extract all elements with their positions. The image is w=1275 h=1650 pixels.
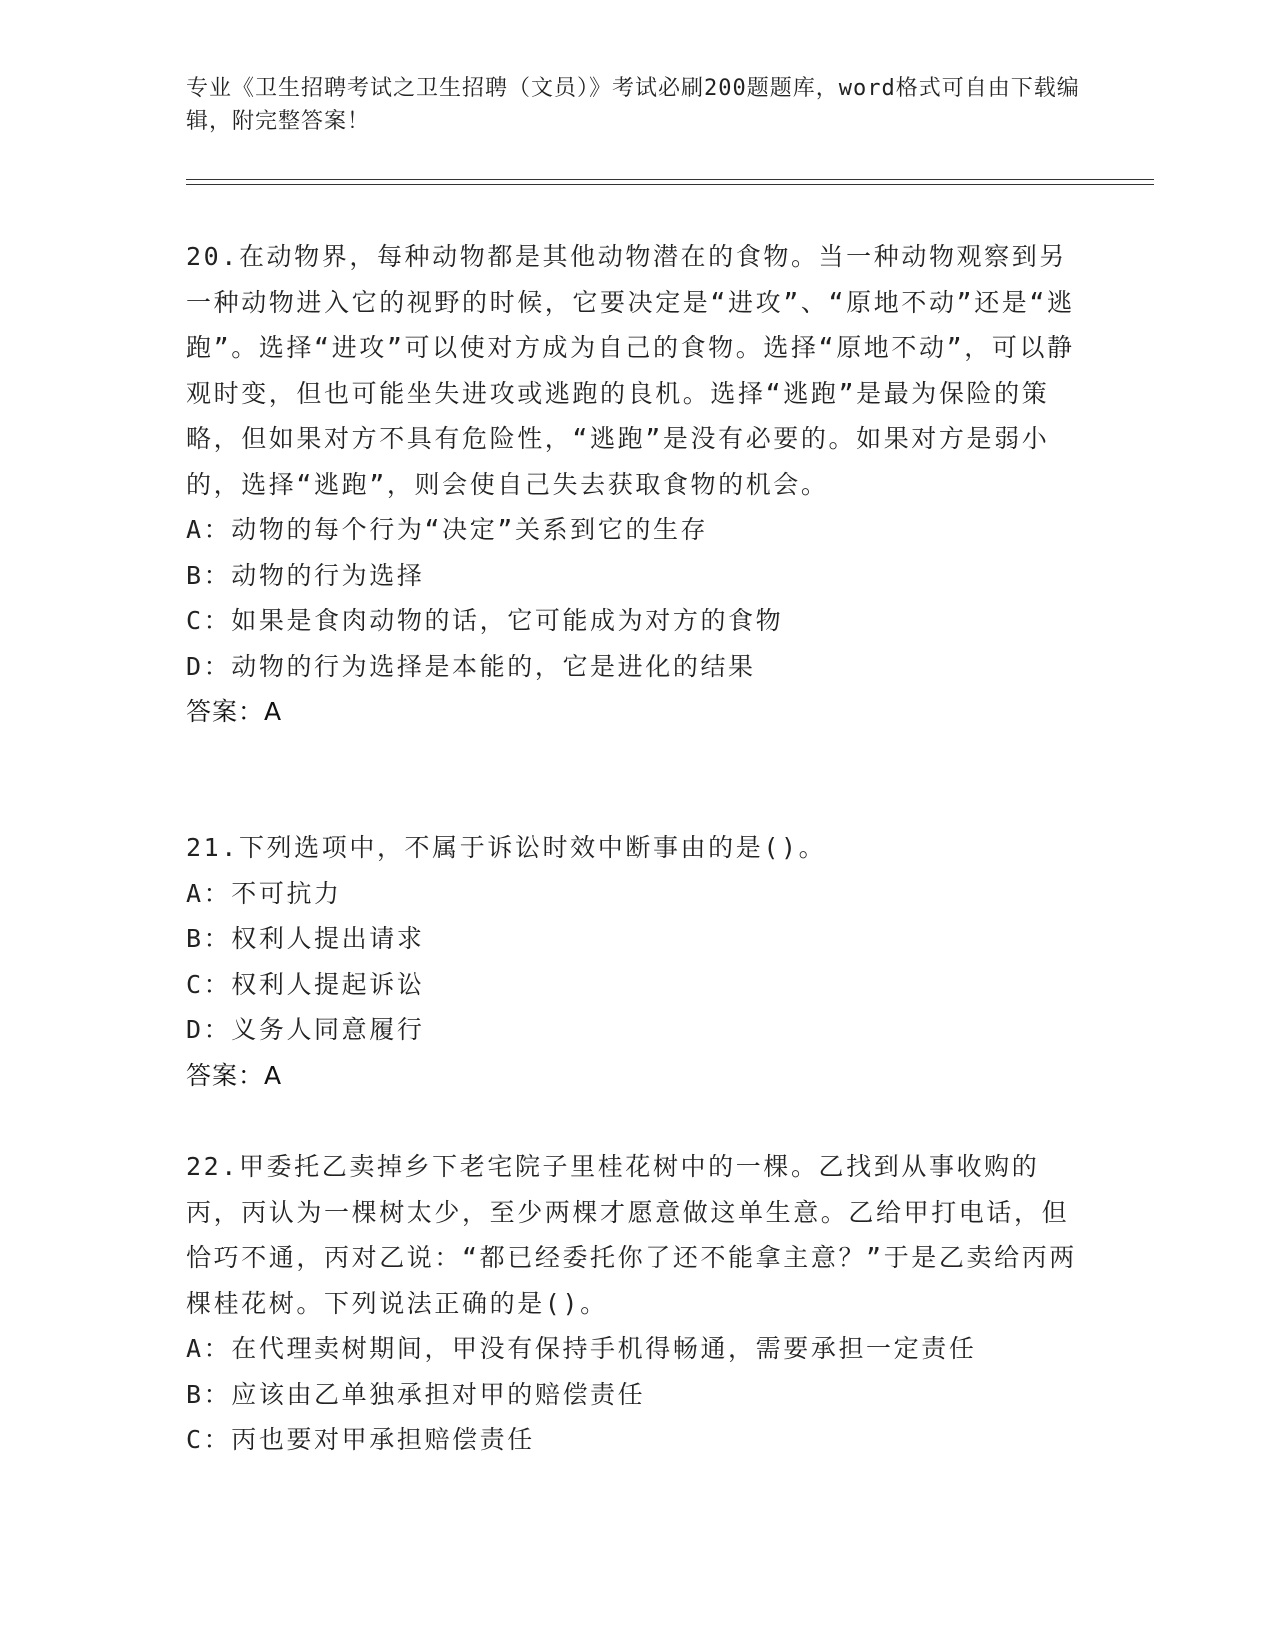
header-divider-bottom (186, 184, 1154, 185)
question-21 (186, 825, 1086, 1098)
option-c: C：权利人提起诉讼 (186, 969, 425, 999)
option-b: B：应该由乙单独承担对甲的赔偿责任 (186, 1379, 646, 1409)
question-22 (186, 1144, 1086, 1463)
option-d: D：义务人同意履行 (186, 1015, 425, 1044)
question-stem: 22.甲委托乙卖掉乡下老宅院子里桂花树中的一棵。乙找到从事收购的丙，丙认为一棵树太少，至少两棵才愿意做这单生意。乙给甲打电话，但恰巧不通，丙对乙说：“都已经委托你了还不能拿主意？”于是乙卖给丙两棵桂花树。下列说法正确的是()。 (186, 1152, 1077, 1318)
answer: 答案：A (186, 697, 283, 726)
option-a: A：不可抗力 (186, 878, 342, 908)
header-divider-top (186, 179, 1154, 180)
option-d: D：动物的行为选择是本能的，它是进化的结果 (186, 651, 756, 681)
option-b: B：动物的行为选择 (186, 560, 425, 590)
question-stem: 21.下列选项中，不属于诉讼时效中断事由的是()。 (186, 833, 827, 862)
question-20 (186, 234, 1086, 735)
option-c: C：如果是食肉动物的话，它可能成为对方的食物 (186, 606, 784, 635)
option-a: A：动物的每个行为“决定”关系到它的生存 (186, 515, 709, 544)
document-header: 专业《卫生招聘考试之卫生招聘（文员）》考试必刷200题题库，word格式可自由下载编辑，附完整答案！ (186, 76, 1080, 134)
option-b: B：权利人提出请求 (186, 924, 425, 953)
question-stem: 20.在动物界，每种动物都是其他动物潜在的食物。当一种动物观察到另一种动物进入它的视野的时候，它要决定是“进攻”、“原地不动”还是“逃跑”。选择“进攻”可以使对方成为自己的食物。选择“原地不动”，可以静观时变，但也可能坐失进攻或逃跑的良机。选择“逃跑”是最为保险的策略，但如果对方不具有危险性，“逃跑”是没有必要的。如果对方是弱小的，选择“逃跑”，则会使自己失去获取食物的机会。 (186, 242, 1075, 499)
answer: 答案：A (186, 1060, 283, 1090)
option-c: C：丙也要对甲承担赔偿责任 (186, 1425, 535, 1454)
option-a: A：在代理卖树期间，甲没有保持手机得畅通，需要承担一定责任 (186, 1334, 977, 1363)
